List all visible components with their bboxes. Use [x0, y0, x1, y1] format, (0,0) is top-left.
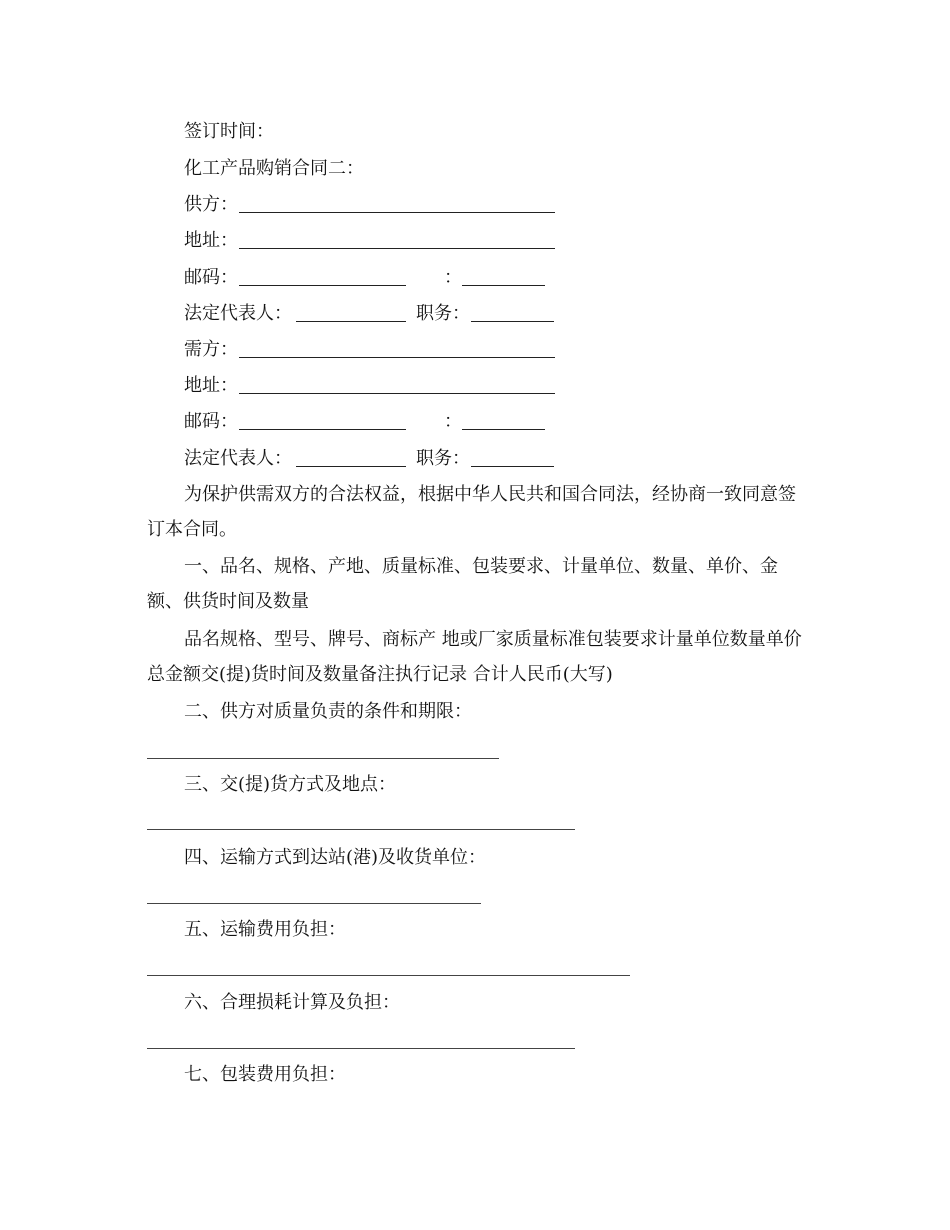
buyer-legal-rep-field	[184, 447, 556, 471]
supplier-extra-colon: ：	[444, 267, 462, 288]
clause-4-blank-line	[147, 903, 481, 904]
buyer-legal-rep-label: 法定代表人：	[184, 448, 292, 469]
supplier-party-label: 供方：	[184, 194, 238, 215]
contract-title: 化工产品购销合同二：	[184, 158, 364, 179]
buyer-address-label: 地址：	[184, 375, 238, 396]
supplier-position-label: 职务：	[416, 303, 470, 324]
intro-paragraph: 为保护供需双方的合法权益，根据中华人民共和国合同法，经协商一致同意签订本合同。	[147, 484, 796, 540]
clause-1-paragraph: 一、品名、规格、产地、质量标准、包装要求、计量单位、数量、单价、金额、供货时间及数量	[147, 556, 778, 612]
buyer-address-blank	[239, 393, 555, 394]
buyer-postcode-field	[184, 410, 556, 434]
supplier-address-blank	[239, 248, 555, 249]
supplier-address-field	[184, 229, 556, 253]
supplier-extra-blank	[462, 285, 545, 286]
buyer-position-label: 职务：	[416, 448, 470, 469]
buyer-postcode-blank	[239, 429, 406, 430]
clause-3-blank-line	[147, 829, 575, 830]
supplier-legal-rep-label: 法定代表人：	[184, 303, 292, 324]
supplier-postcode-field	[184, 266, 556, 290]
buyer-party-label: 需方：	[184, 339, 238, 360]
supplier-party-field	[184, 193, 556, 217]
supplier-position-blank	[471, 321, 554, 322]
supplier-address-label: 地址：	[184, 230, 238, 251]
supplier-legal-rep-field	[184, 302, 556, 326]
clause-6-blank-line	[147, 1048, 575, 1049]
clause-5-blank-line	[147, 975, 630, 976]
clause-7-heading: 七、包装费用负担：	[184, 1064, 346, 1085]
clause-3-heading: 三、交(提)货方式及地点：	[184, 774, 397, 795]
clause-2-heading: 二、供方对质量负责的条件和期限：	[184, 701, 472, 722]
buyer-party-field	[184, 338, 556, 362]
supplier-postcode-label: 邮码：	[184, 267, 238, 288]
clause-4-heading: 四、运输方式到达站(港)及收货单位：	[184, 847, 487, 868]
clause-2-blank-line	[147, 758, 499, 759]
buyer-party-blank	[239, 357, 555, 358]
table-header-paragraph: 品名规格、型号、牌号、商标产 地或厂家质量标准包装要求计量单位数量单价总金额交(提)货时间及数量备注执行记录 合计人民币(大写)	[147, 629, 802, 685]
buyer-legal-rep-blank	[296, 466, 406, 467]
buyer-address-field	[184, 374, 556, 398]
supplier-party-blank	[239, 212, 555, 213]
buyer-postcode-label: 邮码：	[184, 411, 238, 432]
clause-5-heading: 五、运输费用负担：	[184, 919, 346, 940]
clause-6-heading: 六、合理损耗计算及负担：	[184, 992, 400, 1013]
buyer-position-blank	[471, 466, 554, 467]
buyer-extra-colon: ：	[444, 411, 462, 432]
supplier-postcode-blank	[239, 285, 406, 286]
sign-time-label: 签订时间：	[184, 121, 274, 142]
supplier-legal-rep-blank	[296, 321, 406, 322]
buyer-extra-blank	[462, 429, 545, 430]
